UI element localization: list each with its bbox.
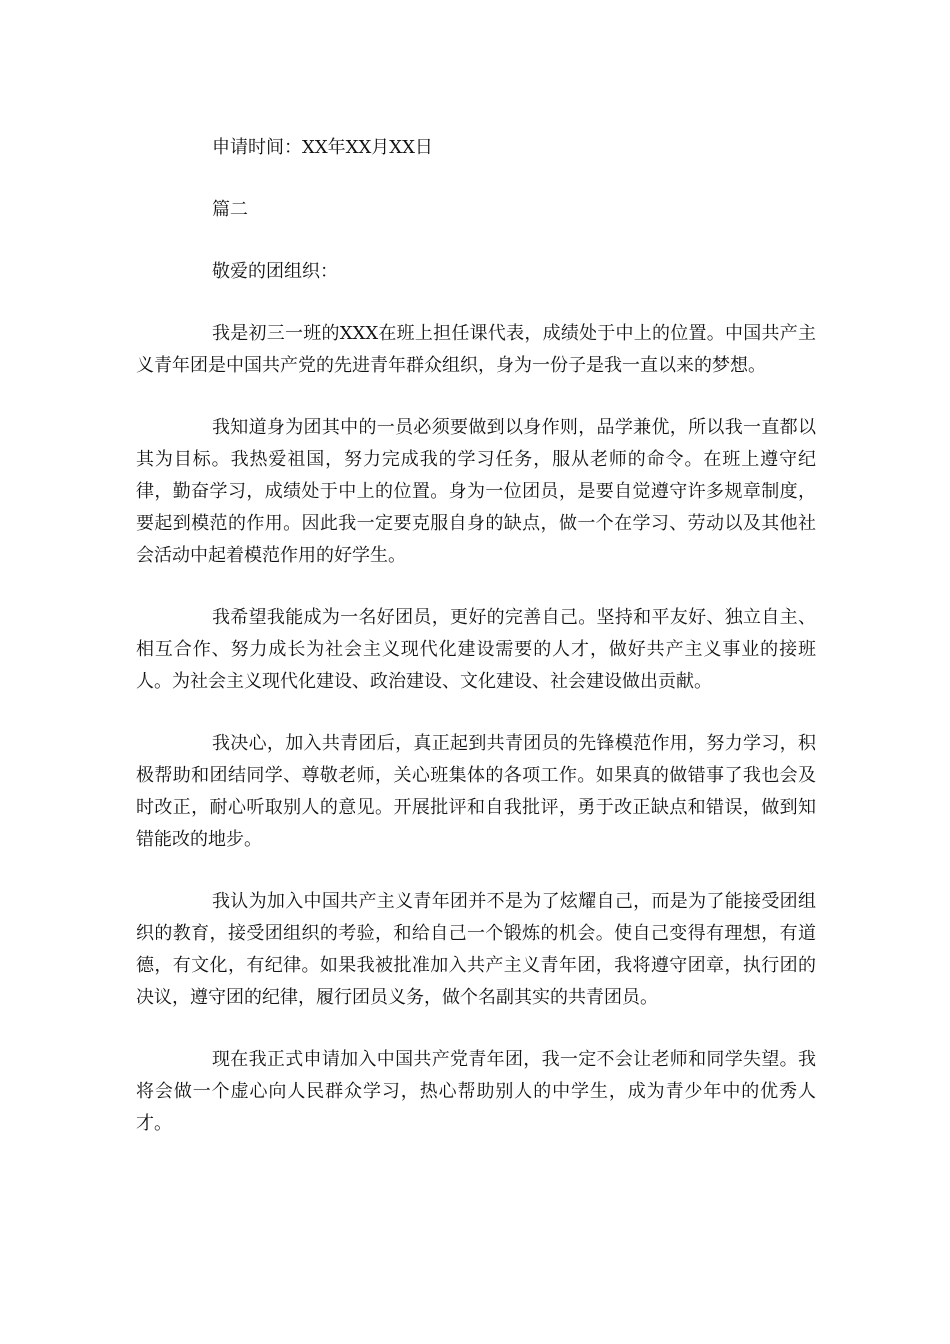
body-paragraph: 我知道身为团其中的一员必须要做到以身作则，品学兼优，所以我一直都以其为目标。我热爱祖国，努力完成我的学习任务，服从老师的命令。在班上遵守纪律，勤奋学习，成绩处于中上的位置。身为一位团员，是要自觉遵守许多规章制度，要起到模范的作用。因此我一定要克服自身的缺点，做一个在学习、劳动以及其他社会活动中起着模范作用的好学生。 <box>136 417 816 566</box>
body-paragraph: 我是初三一班的XXX在班上担任课代表，成绩处于中上的位置。中国共产主义青年团是中国共产党的先进青年群众组织，身为一份子是我一直以来的梦想。 <box>136 323 816 376</box>
section-title: 篇二 <box>212 199 248 220</box>
body-paragraph: 我认为加入中国共产主义青年团并不是为了炫耀自己，而是为了能接受团组织的教育，接受团组织的考验，和给自己一个锻炼的机会。使自己变得有理想，有道德，有文化，有纪律。如果我被批准加入共产主义青年团，我将遵守团章，执行团的决议，遵守团的纪律，履行团员义务，做个名副其实的共青团员。 <box>136 891 816 1008</box>
body-paragraph: 现在我正式申请加入中国共产党青年团，我一定不会让老师和同学失望。我将会做一个虚心向人民群众学习，热心帮助别人的中学生，成为青少年中的优秀人才。 <box>136 1049 816 1134</box>
body-paragraph: 我希望我能成为一名好团员，更好的完善自己。坚持和平友好、独立自主、相互合作、努力成长为社会主义现代化建设需要的人才，做好共产主义事业的接班人。为社会主义现代化建设、政治建设、文化建设、社会建设做出贡献。 <box>136 607 816 692</box>
application-date: 申请时间：XX年XX月XX日 <box>212 137 433 158</box>
body-paragraph: 我决心，加入共青团后，真正起到共青团员的先锋模范作用，努力学习，积极帮助和团结同学、尊敬老师，关心班集体的各项工作。如果真的做错事了我也会及时改正，耐心听取别人的意见。开展批评和自我批评，勇于改正缺点和错误，做到知错能改的地步。 <box>136 733 816 850</box>
salutation: 敬爱的团组织： <box>212 261 338 282</box>
document-body <box>136 132 816 1170</box>
